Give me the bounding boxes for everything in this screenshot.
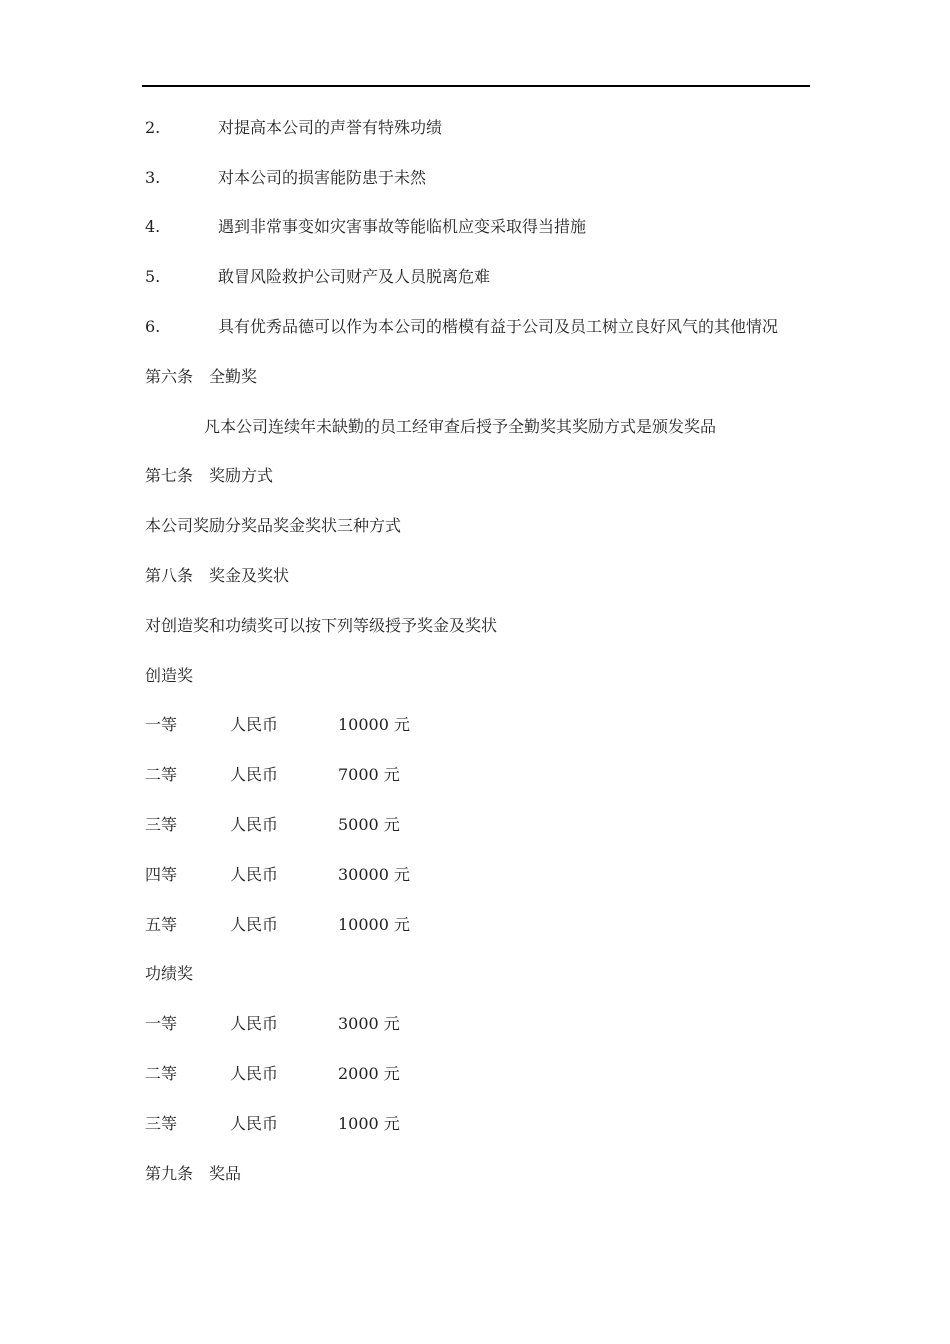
list-number: 5. xyxy=(145,267,161,286)
list-text: 对提高本公司的声誉有特殊功绩 xyxy=(218,118,443,137)
list-text: 具有优秀品德可以作为本公司的楷模有益于公司及员工树立良好风气的其他情况 xyxy=(218,317,779,336)
list-text: 遇到非常事变如灾害事故等能临机应变采取得当措施 xyxy=(218,217,587,236)
award-amount: 10000 元 xyxy=(338,715,410,734)
list-number: 3. xyxy=(145,168,161,187)
award-amount: 1000 元 xyxy=(338,1114,400,1133)
award-grade: 二等 xyxy=(145,1064,178,1083)
award-amount: 7000 元 xyxy=(338,765,400,784)
award-currency: 人民币 xyxy=(230,715,279,734)
article-7-heading: 第七条 奖励方式 xyxy=(145,466,274,485)
award-grade: 四等 xyxy=(145,865,178,884)
creation-award-title: 创造奖 xyxy=(145,666,194,685)
award-grade: 三等 xyxy=(145,1114,178,1133)
list-number: 6. xyxy=(145,317,161,336)
award-amount: 3000 元 xyxy=(338,1014,400,1033)
award-amount: 10000 元 xyxy=(338,915,410,934)
article-8-heading: 第八条 奖金及奖状 xyxy=(145,566,290,585)
award-grade: 五等 xyxy=(145,915,178,934)
list-text: 敢冒风险救护公司财产及人员脱离危难 xyxy=(218,267,491,286)
article-9-heading: 第九条 奖品 xyxy=(145,1164,242,1183)
merit-award-title: 功绩奖 xyxy=(145,964,194,983)
award-grade: 一等 xyxy=(145,1014,178,1033)
article-7-body: 本公司奖励分奖品奖金奖状三种方式 xyxy=(145,516,402,535)
list-number: 4. xyxy=(145,217,161,236)
award-currency: 人民币 xyxy=(230,1014,279,1033)
award-grade: 三等 xyxy=(145,815,178,834)
header-rule xyxy=(142,85,810,87)
award-currency: 人民币 xyxy=(230,1114,279,1133)
award-currency: 人民币 xyxy=(230,865,279,884)
award-amount: 5000 元 xyxy=(338,815,400,834)
award-amount: 2000 元 xyxy=(338,1064,400,1083)
award-currency: 人民币 xyxy=(230,915,279,934)
list-number: 2. xyxy=(145,118,161,137)
award-currency: 人民币 xyxy=(230,1064,279,1083)
award-grade: 二等 xyxy=(145,765,178,784)
award-grade: 一等 xyxy=(145,715,178,734)
list-text: 对本公司的损害能防患于未然 xyxy=(218,168,427,187)
article-6-body: 凡本公司连续年未缺勤的员工经审查后授予全勤奖其奖励方式是颁发奖品 xyxy=(204,417,717,436)
award-currency: 人民币 xyxy=(230,765,279,784)
article-8-body: 对创造奖和功绩奖可以按下列等级授予奖金及奖状 xyxy=(145,616,498,635)
award-currency: 人民币 xyxy=(230,815,279,834)
award-amount: 30000 元 xyxy=(338,865,410,884)
article-6-heading: 第六条 全勤奖 xyxy=(145,367,258,386)
